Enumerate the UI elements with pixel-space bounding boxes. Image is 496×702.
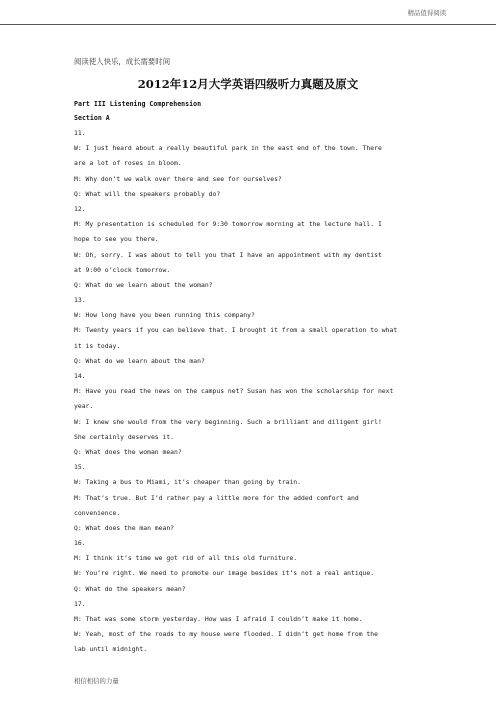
transcript-line: W: You’re right. We need to promote our image besides it’s not a real antique. — [74, 569, 375, 578]
transcript-line: 14. — [74, 372, 86, 380]
transcript-line: Q: What do the speakers mean? — [74, 584, 186, 593]
header-text: 精品值得阅读 — [407, 9, 446, 17]
transcript-line: W: Oh, sorry. I was about to tell you that I have an appointment with my dentist — [74, 250, 382, 259]
transcript-line: M: Why don’t we walk over there and see for ourselves? — [74, 174, 282, 183]
transcript-line: M: My presentation is scheduled for 9:30 tomorrow morning at the lecture hall. I — [74, 220, 382, 229]
transcript-line: Q: What will the speakers probably do? — [74, 189, 221, 198]
transcript-line: W: Yeah, most of the roads to my house were flooded. I didn’t get home from the — [74, 630, 378, 639]
transcript-line: W: I knew she would from the very beginning. Such a brilliant and diligent girl! — [74, 417, 382, 426]
transcript-body — [74, 126, 424, 658]
transcript-line: 16. — [74, 539, 86, 548]
transcript-line: Q: What does the woman mean? — [74, 447, 182, 456]
transcript-line: Q: What does the man mean? — [74, 523, 175, 532]
transcript-line: M: I think it’s time we got rid of all this old furniture. — [74, 554, 298, 563]
transcript-line: M: Twenty years if you can believe that. I brought it from a small operation to what — [74, 326, 398, 335]
transcript-line: M: Have you read the news on the campus net? Susan has won the scholarship for next — [74, 387, 394, 396]
transcript-line: lab until midnight. — [74, 645, 148, 654]
transcript-line: Q: What do we learn about the woman? — [74, 280, 213, 289]
page-header — [0, 0, 496, 25]
transcript-line: 15. — [74, 463, 86, 472]
transcript-line: W: Taking a bus to Miami, it’s cheaper than going by train. — [74, 478, 302, 487]
transcript-line: hope to see you there. — [74, 235, 159, 244]
transcript-line: Q: What do we learn about the man? — [74, 356, 205, 365]
transcript-line: year. — [74, 402, 94, 411]
transcript-line: M: That was some storm yesterday. How was I afraid I couldn’t make it home. — [74, 615, 363, 623]
section-heading: Section A — [74, 114, 110, 122]
transcript-line: 12. — [74, 204, 86, 213]
transcript-line: M: That’s true. But I’d rather pay a little more for the added comfort and — [74, 493, 359, 502]
transcript-line: are a lot of roses in bloom. — [74, 159, 182, 168]
document-title: 2012年12月大学英语四级听力真题及原文 — [137, 77, 359, 91]
transcript-line: 17. — [74, 599, 86, 608]
transcript-line: W: I just heard about a really beautiful park in the east end of the town. There — [74, 144, 382, 153]
transcript-line: She certainly deserves it. — [74, 432, 175, 441]
part-heading: Part III Listening Comprehension — [74, 100, 202, 108]
transcript-line: 11. — [74, 129, 86, 137]
tagline: 阅读使人快乐，成长需要时间 — [74, 57, 171, 66]
transcript-line: it is today. — [74, 341, 121, 350]
transcript-line: convenience. — [74, 508, 121, 517]
page-footer: 相信相信的力量 — [74, 677, 119, 685]
transcript-line: 13. — [74, 296, 86, 305]
transcript-line: at 9:00 o’clock tomorrow. — [74, 265, 171, 274]
transcript-line: W: How long have you been running this company? — [74, 311, 255, 320]
